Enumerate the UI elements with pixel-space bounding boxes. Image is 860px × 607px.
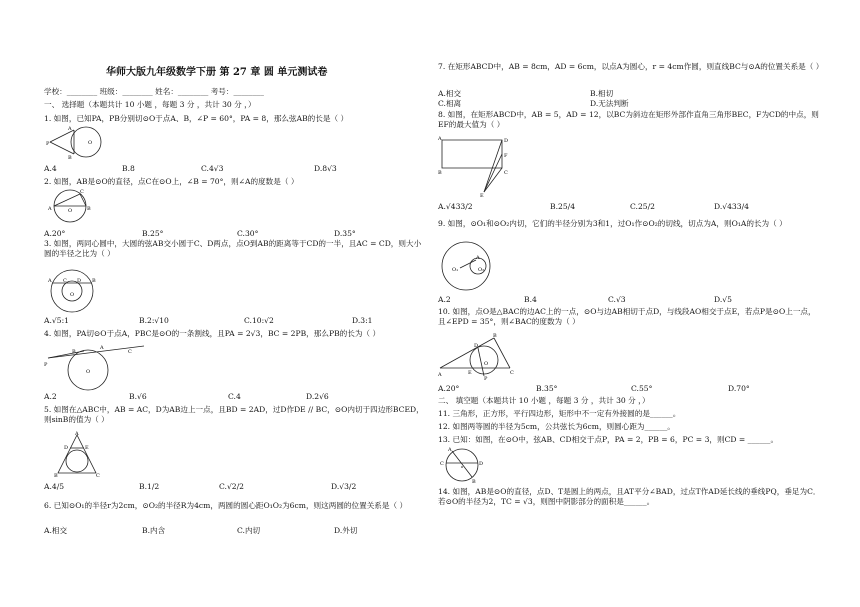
svg-text:O: O (68, 208, 73, 214)
q8-option-a: A.√433/2 (438, 202, 473, 211)
q10-option-c: C.55° (631, 384, 653, 393)
svg-text:A: A (476, 255, 480, 261)
svg-text:D: D (64, 445, 69, 451)
svg-text:O: O (484, 361, 489, 367)
svg-text:O₁: O₁ (452, 267, 459, 273)
q6-option-c: C.内切 (237, 526, 261, 535)
q5-text: 5. 如图在△ABC中，AB = AC，D为AB边上一点，且BD = 2AD，过D作DE // BC，⊙O内切于四边形BCED，则sinB的值为（ ） (44, 405, 424, 424)
svg-text:A: A (48, 278, 52, 284)
q5-option-c: C.√2/2 (219, 482, 245, 491)
svg-text:B: B (72, 349, 76, 355)
q1-text: 1. 如图，已知PA，PB分别切⊙O于点A、B，∠P = 60°，PA = 8，那么弦AB的长是（ ） (44, 114, 349, 123)
svg-text:A: A (48, 206, 52, 212)
q4-option-d: D.2√6 (306, 392, 329, 401)
svg-text:C: C (63, 278, 67, 284)
q12-text: 12. 如图两等圆的半径为5cm，公共弦长为6cm，则圆心距为______。 (438, 422, 675, 431)
section-1-heading: 一、 选择题（本题共计 10 小题 ，每题 3 分 ，共计 30 分 ，） (44, 100, 256, 109)
svg-text:B: B (54, 473, 58, 479)
q9-figure (438, 240, 494, 292)
svg-text:B: B (68, 155, 72, 161)
q10-text: 10. 如图，点O是△BAC的边AC上的一点，⊙O与边AB相切于点D，与线段AO相交于点E，若点P是⊙O上一点，且∠EPD = 35°，则∠BAC的度数为（ ） (438, 307, 816, 326)
q10-option-a: A.20° (438, 384, 460, 393)
svg-text:C: C (440, 461, 444, 467)
svg-text:P: P (484, 376, 488, 382)
svg-text:O₂: O₂ (478, 267, 485, 273)
q2-option-c: C.30° (237, 229, 259, 238)
svg-text:A: A (438, 372, 442, 378)
q6-option-a: A.相交 (44, 526, 68, 535)
q8-option-c: C.25/2 (630, 202, 656, 211)
svg-text:A: A (100, 345, 104, 351)
svg-text:D: D (504, 138, 509, 144)
q13-figure (438, 445, 488, 485)
q2-option-b: B.25° (142, 229, 164, 238)
q3-text: 3. 如图，两同心圆中，大圆的弦AB交小圆于C、D两点，点O到AB的距离等于CD的一半，且AC = CD，则大小圆的半径之比为（ ） (44, 239, 422, 258)
svg-text:B: B (87, 206, 91, 212)
svg-text:A: A (448, 447, 452, 453)
svg-text:F: F (504, 153, 508, 159)
svg-text:D: D (474, 343, 479, 349)
section-2-heading: 二、 填空题（本题共计 10 小题 ，每题 3 分 ，共计 30 分 ，） (438, 396, 650, 405)
q1-option-a: A.4 (44, 164, 57, 173)
svg-text:E: E (468, 370, 472, 376)
q5-figure (54, 433, 100, 477)
q2-text: 2. 如图，AB是⊙O的直径，点C在⊙O上，∠B = 70°，则∠A的度数是（ ） (44, 177, 299, 186)
q1-option-b: B.8 (122, 164, 135, 173)
svg-text:O: O (86, 369, 91, 375)
q9-option-a: A.2 (438, 295, 451, 304)
svg-text:P: P (44, 362, 48, 368)
q6-option-d: D.外切 (334, 526, 358, 535)
q7-option-d: D.无法判断 (590, 99, 629, 108)
svg-text:A: A (75, 431, 79, 437)
q3-option-d: D.3:1 (352, 316, 373, 325)
svg-text:C: C (80, 189, 84, 195)
q8-option-b: B.25/4 (550, 202, 576, 211)
info-line: 学校：________ 班级：________ 姓名：________ 考号：________ (44, 87, 264, 96)
q1-option-c: C.4√3 (201, 164, 224, 173)
q10-option-d: D.70° (728, 384, 750, 393)
q1-option-d: D.8√3 (314, 164, 337, 173)
svg-text:B: B (92, 278, 96, 284)
q10-option-b: B.35° (536, 384, 558, 393)
q3-option-c: C.10:√2 (244, 316, 274, 325)
q4-text: 4. 如图，PA切⊙O于点A，PBC是⊙O的一条割线，且PA = 2√3，BC = 2PB，那么PB的长为（ ） (44, 329, 381, 338)
q2-figure (46, 188, 94, 224)
q5-option-b: B.1/2 (139, 482, 160, 491)
q6-option-b: B.内含 (142, 526, 166, 535)
svg-text:D: D (479, 461, 484, 467)
q3-option-b: B.2:√10 (139, 316, 169, 325)
q7-option-a: A.相交 (438, 89, 462, 98)
q6-text: 6. 已知⊙O₁的半径r为2cm，⊙O₂的半径R为4cm，两圆的圆心距O₁O₂为6cm，则这两圆的位置关系是（ ） (44, 501, 408, 510)
svg-text:B: B (493, 333, 497, 339)
q7-option-b: B.相切 (590, 89, 614, 98)
q7-text: 7. 在矩形ABCD中，AB = 8cm，AD = 6cm，以点A为圆心，r = 4cm作圆，则直线BC与⊙A的位置关系是（ ） (438, 62, 824, 71)
exam-title: 华师大版九年级数学下册 第 27 章 圆 单元测试卷 (106, 67, 328, 78)
q4-option-a: A.2 (44, 392, 57, 401)
svg-text:B: B (438, 170, 442, 176)
svg-text:C: C (96, 473, 100, 479)
q13-text: 13. 已知：如图，在⊙O中，弦AB、CD相交于点P，PA = 2，PB = 6，PC = 3，则CD = ______。 (438, 435, 779, 444)
q4-option-b: B.√6 (129, 392, 147, 401)
q3-option-a: A.√5:1 (44, 316, 69, 325)
q5-option-d: D.√3/2 (331, 482, 357, 491)
q11-text: 11. 三角形，正方形，平行四边形，矩形中不一定有外接圆的是______。 (438, 409, 681, 418)
svg-text:P: P (46, 141, 50, 147)
svg-text:O: O (70, 292, 75, 298)
q2-option-d: D.35° (334, 229, 356, 238)
q8-text: 8. 如图，在矩形ABCD中，AB = 5，AD = 12，以BC为斜边在矩形外部作直角三角形BEC，F为CD的中点，则EF的最大值为（ ） (438, 110, 819, 129)
svg-text:A: A (438, 136, 442, 142)
svg-text:E: E (85, 445, 89, 451)
q9-option-d: D.√5 (714, 295, 732, 304)
svg-text:C: C (128, 349, 132, 355)
q3-figure (46, 266, 98, 314)
q5-option-a: A.4/5 (44, 482, 65, 491)
q8-figure (438, 136, 508, 198)
q10-figure (438, 334, 518, 380)
q1-figure (46, 124, 106, 160)
q7-option-c: C.相离 (438, 99, 462, 108)
q14-text: 14. 如图，AB是⊙O的直径，点D、T是圆上的两点，且AT平分∠BAD，过点T作AD延长线的垂线PQ，垂足为C．若⊙O的半径为2，TC = √3，则图中阴影部分的面积是______。 (438, 487, 821, 506)
q8-option-d: D.√433/4 (714, 202, 749, 211)
q2-option-a: A.20° (44, 229, 66, 238)
svg-text:A: A (68, 126, 72, 132)
svg-text:C: C (510, 370, 514, 376)
q9-option-c: C.√3 (608, 295, 626, 304)
q4-option-c: C.4 (228, 392, 241, 401)
svg-text:C: C (504, 170, 508, 176)
q4-figure (44, 340, 154, 390)
svg-text:B: B (472, 479, 476, 485)
svg-text:O: O (88, 140, 93, 146)
svg-text:E: E (480, 193, 484, 199)
svg-text:D: D (77, 278, 82, 284)
q9-text: 9. 如图，⊙O₁和⊙O₂内切，它们的半径分别为3和1，过O₁作⊙O₂的切线，切点为A，则O₁A的长为（ ） (438, 219, 787, 228)
q9-option-b: B.4 (524, 295, 537, 304)
